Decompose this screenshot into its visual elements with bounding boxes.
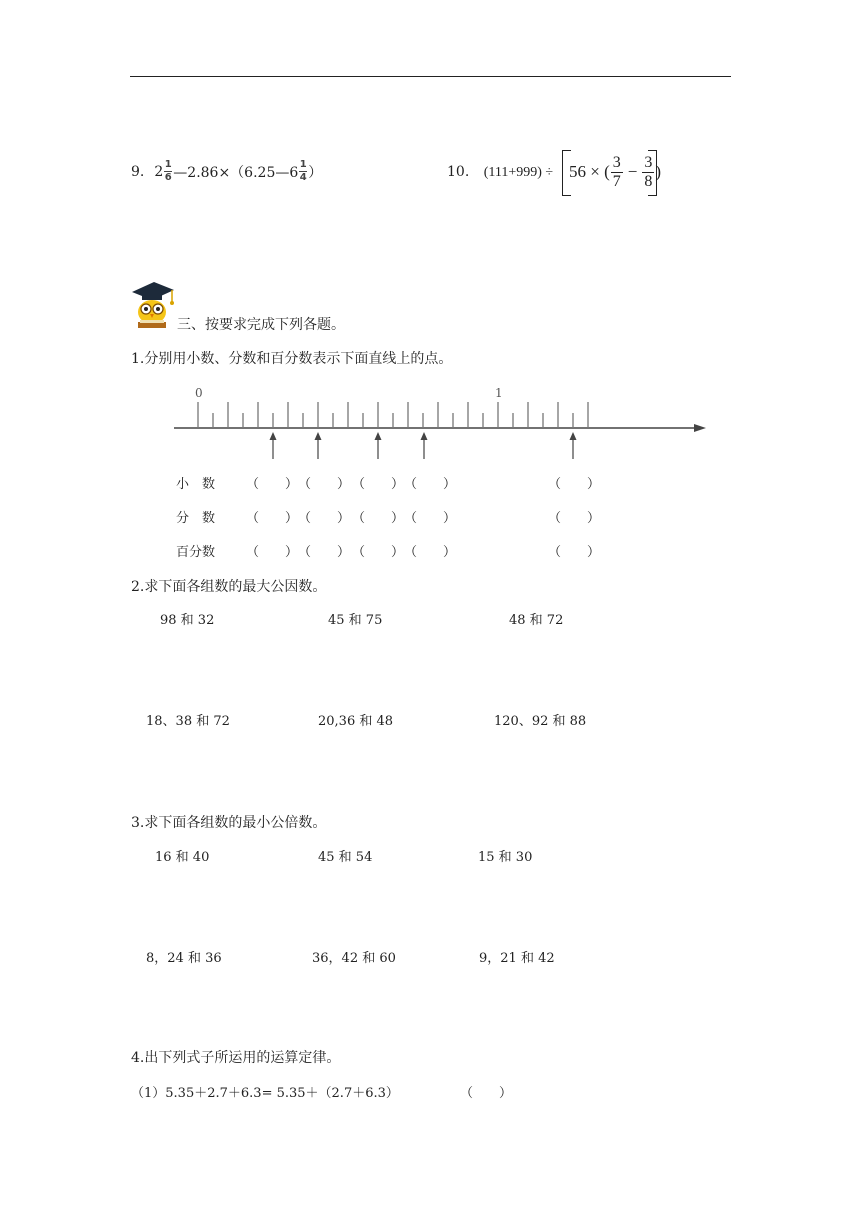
tick-label-zero: 0 bbox=[195, 386, 203, 400]
blank[interactable]: （ ） bbox=[352, 545, 405, 560]
question-10-prefix: 10. (111+999) ÷ bbox=[447, 164, 554, 180]
problem-2-title: 2.求下面各组数的最大公因数。 bbox=[131, 579, 327, 595]
gcd-group: 20,36 和 48 bbox=[318, 714, 394, 729]
right-square-bracket bbox=[648, 150, 657, 196]
question-9 bbox=[131, 160, 322, 183]
lcm-group: 8，24 和 36 bbox=[146, 951, 222, 966]
blank[interactable]: （ ） bbox=[352, 477, 405, 492]
expression-middle: —2.86×（6.25—6 bbox=[173, 164, 299, 181]
point-arrow-head bbox=[315, 432, 322, 440]
lcm-group: 15 和 30 bbox=[478, 850, 533, 865]
problem-4-title: 4.出下列式子所运用的运算定律。 bbox=[131, 1050, 341, 1066]
header-rule bbox=[130, 76, 731, 77]
lcm-group: 45 和 54 bbox=[318, 850, 373, 865]
blank[interactable]: （ ） bbox=[246, 545, 299, 560]
tick-marks bbox=[198, 402, 588, 428]
point-arrows bbox=[270, 432, 577, 459]
blank[interactable]: （ ） bbox=[548, 511, 601, 526]
fraction-1-6: $\frac{1}{6}$ bbox=[164, 159, 172, 183]
blank[interactable]: （ ） bbox=[298, 477, 351, 492]
fraction-3-7: $\frac{3}{7}$ bbox=[612, 153, 621, 190]
graduate-owl-icon bbox=[128, 280, 176, 330]
tick-label-one: 1 bbox=[495, 386, 503, 400]
blank[interactable]: （ ） bbox=[404, 545, 457, 560]
blank[interactable]: （ ） bbox=[246, 511, 299, 526]
blank[interactable]: （ ） bbox=[404, 511, 457, 526]
gcd-group: 120、92 和 88 bbox=[494, 714, 587, 729]
problem-4-item-1: （1）5.35＋2.7＋6.3= 5.35＋（2.7＋6.3） bbox=[131, 1086, 399, 1101]
blank[interactable]: （ ） bbox=[548, 545, 601, 560]
problem-3-title: 3.求下面各组数的最小公倍数。 bbox=[131, 815, 327, 831]
gcd-group: 98 和 32 bbox=[160, 613, 215, 628]
section-3-title: 三、按要求完成下列各题。 bbox=[177, 317, 345, 333]
blank[interactable]: （ ） bbox=[298, 545, 351, 560]
row-label-fraction: 分 数 bbox=[176, 511, 216, 526]
point-arrow-head bbox=[421, 432, 428, 440]
fraction-3-8: $\frac{3}{8}$ bbox=[644, 153, 653, 190]
point-arrow-head bbox=[375, 432, 382, 440]
gcd-group: 18、38 和 72 bbox=[146, 714, 230, 729]
question-10-number: 10. bbox=[447, 164, 470, 180]
problem-1-title: 1.分别用小数、分数和百分数表示下面直线上的点。 bbox=[131, 351, 453, 367]
mixed-number-whole: 2 bbox=[154, 163, 164, 180]
blank[interactable]: （ ） bbox=[352, 511, 405, 526]
fraction-1-4: $\frac{1}{4}$ bbox=[299, 159, 307, 183]
point-arrow-head bbox=[270, 432, 277, 440]
expression-end: ） bbox=[308, 164, 323, 181]
axis-arrowhead bbox=[694, 424, 706, 432]
lcm-group: 9，21 和 42 bbox=[479, 951, 555, 966]
point-arrow-head bbox=[570, 432, 577, 440]
number-line bbox=[170, 380, 710, 460]
gcd-group: 48 和 72 bbox=[509, 613, 564, 628]
question-9-number: 9. bbox=[131, 163, 145, 180]
blank[interactable]: （ ） bbox=[246, 477, 299, 492]
gcd-group: 45 和 75 bbox=[328, 613, 383, 628]
lcm-group: 36，42 和 60 bbox=[312, 951, 396, 966]
row-label-percent: 百分数 bbox=[176, 545, 216, 560]
blank[interactable]: （ ） bbox=[298, 511, 351, 526]
bracket-expression: 56 × ( $\frac{3}{7}$ − $\frac{3}{8}$ ) bbox=[569, 153, 662, 190]
row-label-decimal: 小 数 bbox=[176, 477, 216, 492]
lcm-group: 16 和 40 bbox=[155, 850, 210, 865]
blank[interactable]: （ ） bbox=[548, 477, 601, 492]
blank[interactable]: （ ） bbox=[404, 477, 457, 492]
answer-blank[interactable]: （ ） bbox=[460, 1086, 513, 1101]
